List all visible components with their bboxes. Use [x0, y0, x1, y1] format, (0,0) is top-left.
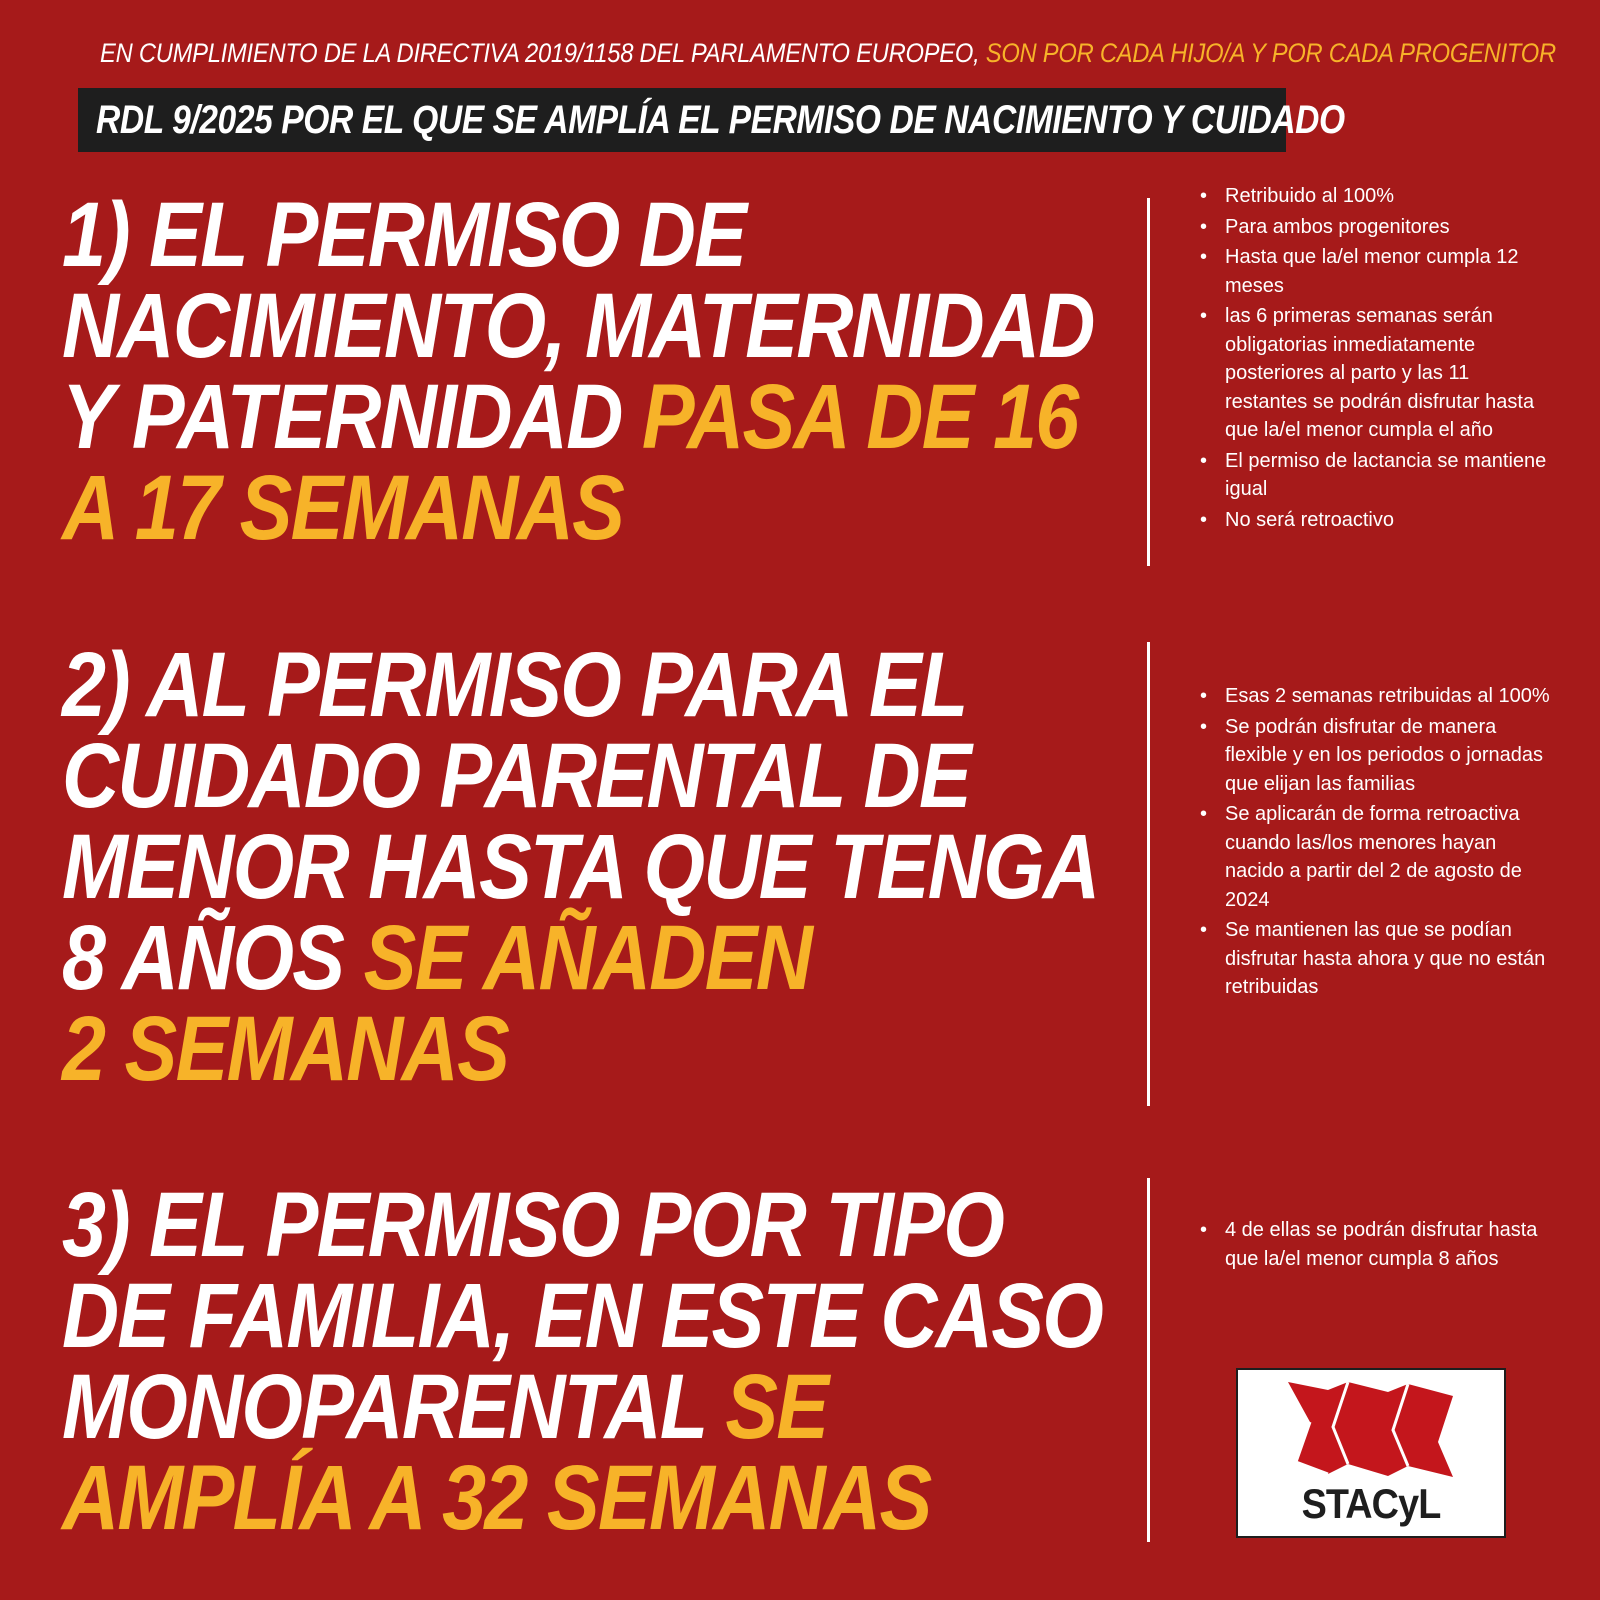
list-item: • Se podrán disfrutar de manera flexible y en los periodos o jornadas que elijan las familias: [1200, 713, 1550, 799]
list-item: • Se aplicarán de forma retroactiva cuando las/los menores hayan nacido a partir del 2 de agosto de 2024: [1200, 800, 1550, 914]
stacyl-logo: [1236, 1368, 1506, 1538]
logo-text: STACyL: [1301, 1480, 1441, 1527]
heading-line: 8 AÑOS SE AÑADEN: [62, 907, 812, 1009]
heading-line: CUIDADO PARENTAL DE: [62, 725, 970, 827]
section-2-heading: [62, 634, 1099, 1100]
list-item: • Hasta que la/el menor cumpla 12 meses: [1200, 243, 1550, 300]
list-item: • Se mantienen las que se podían disfrutar hasta ahora y que no están retribuidas: [1200, 916, 1550, 1002]
list-item: • Esas 2 semanas retribuidas al 100%: [1200, 682, 1550, 711]
list-item: • Retribuido al 100%: [1200, 182, 1550, 211]
heading-line: 3) EL PERMISO POR TIPO: [62, 1174, 1004, 1276]
heading-line: 1) EL PERMISO DE: [62, 184, 746, 286]
list-item: • Para ambos progenitores: [1200, 213, 1550, 242]
heading-line: MONOPARENTAL SE: [62, 1356, 828, 1458]
section-2: [0, 634, 1600, 1110]
directive-highlight: SON POR CADA HIJO/A Y POR CADA PROGENITOR: [985, 38, 1556, 68]
section-divider: [1147, 642, 1150, 1106]
heading-line: DE FAMILIA, EN ESTE CASO: [62, 1265, 1103, 1367]
list-item: • El permiso de lactancia se mantiene igual: [1200, 447, 1550, 504]
list-item: • las 6 primeras semanas serán obligatorias inmediatamente posteriores al parto y las 11 restantes se podrán disfrutar hasta que la/el menor cumpla el año: [1200, 302, 1550, 445]
flag-icon: [1288, 1382, 1458, 1477]
heading-line: MENOR HASTA QUE TENGA: [62, 816, 1099, 918]
section-1: [0, 184, 1600, 570]
section-3-heading: [62, 1174, 1103, 1549]
directive-text: EN CUMPLIMIENTO DE LA DIRECTIVA 2019/1158 DEL PARLAMENTO EUROPEO,: [100, 38, 986, 68]
rdl-title-bar: [78, 88, 1345, 152]
heading-line: 2 SEMANAS: [62, 998, 509, 1100]
section-3-bullets: [1200, 1216, 1550, 1275]
section-2-bullets: [1200, 682, 1550, 1004]
heading-line: 2) AL PERMISO PARA EL: [62, 634, 967, 736]
section-1-heading: [62, 184, 1094, 559]
section-divider: [1147, 1178, 1150, 1542]
heading-line: AMPLÍA A 32 SEMANAS: [62, 1447, 931, 1549]
heading-line: Y PATERNIDAD PASA DE 16: [62, 366, 1078, 468]
directive-line: [100, 38, 1556, 69]
list-item: • No será retroactivo: [1200, 506, 1550, 535]
section-1-bullets: [1200, 182, 1550, 536]
heading-line: A 17 SEMANAS: [62, 457, 624, 559]
heading-line: NACIMIENTO, MATERNIDAD: [62, 275, 1094, 377]
list-item: • 4 de ellas se podrán disfrutar hasta que la/el menor cumpla 8 años: [1200, 1216, 1550, 1273]
rdl-title: RDL 9/2025 POR EL QUE SE AMPLÍA EL PERMISO DE NACIMIENTO Y CUIDADO: [96, 98, 1345, 142]
section-divider: [1147, 198, 1150, 566]
